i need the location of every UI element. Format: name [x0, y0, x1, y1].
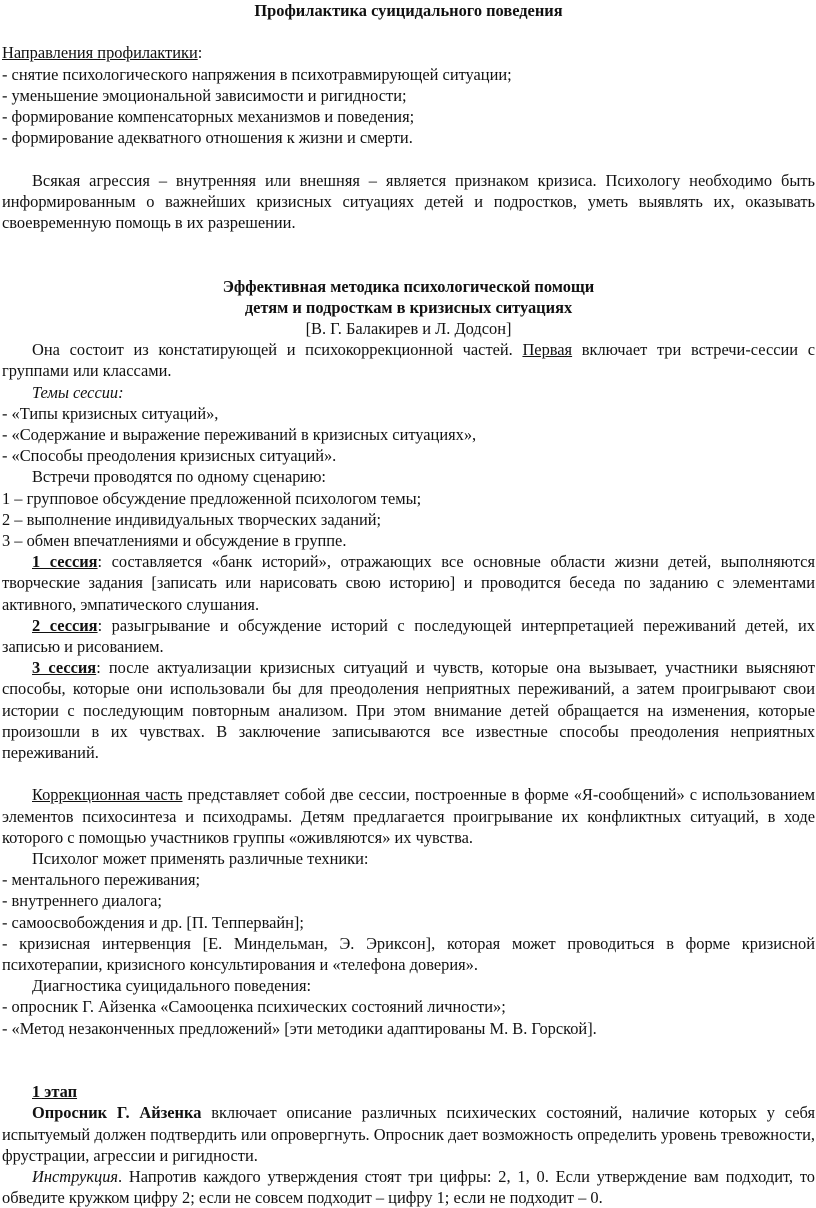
directions-heading: [2, 42, 815, 63]
list-item: - внутреннего диалога;: [2, 891, 162, 911]
list-item: 2 – выполнение индивидуальных творческих заданий;: [2, 509, 382, 529]
list-item: - «Способы преодоления кризисных ситуаций».: [2, 446, 337, 466]
method-authors: [В. Г. Балакирев и Л. Додсон]: [305, 318, 512, 338]
list-item: - самоосвобождения и др. [П. Теппервайн];: [2, 912, 304, 932]
instruction-text: . Напротив каждого утверждения стоят три цифры: 2, 1, 0. Если утверждение вам подходит, то обведите кружком цифру 2; если не совсем подходит – цифру 1; если не подходит – 0.: [2, 1167, 815, 1208]
directions-heading-colon: :: [197, 43, 203, 63]
diagnostics-intro: Диагностика суицидального поведения:: [32, 976, 312, 996]
spacer: [2, 763, 815, 784]
instruction-paragraph: [2, 1166, 815, 1208]
aggression-paragraph: Всякая агрессия – внутренняя или внешняя – является признаком кризиса. Психологу необходимо быть информированным о важнейших кризисных ситуациях детей и подростков, уметь выявлять их, оказывать своевременную помощь в их разрешении.: [2, 170, 815, 232]
instruction-label: Инструкция: [32, 1167, 119, 1187]
spacer: [2, 1039, 815, 1060]
list-item: 1 – групповое обсуждение предложенной психологом темы;: [2, 488, 422, 508]
questionnaire-name: Опросник Г. Айзенка: [32, 1103, 202, 1123]
method-intro-after: включает три встречи-сессии с группами или классами.: [2, 340, 815, 381]
spacer: [2, 21, 815, 42]
spacer: [2, 148, 815, 169]
session-label: 2 сессия: [32, 615, 98, 635]
list-item: - кризисная интервенция [Е. Миндельман, Э. Эриксон], которая может проводиться в форме кризисной психотерапии, кризисного консультирования и «телефона доверия».: [2, 933, 815, 975]
session-text: : разыгрывание и обсуждение историй с последующей интерпретацией переживаний детей, их записью и рисованием.: [2, 615, 815, 657]
topics-label: Темы сессии:: [32, 382, 124, 402]
session-label: 1 сессия: [32, 552, 98, 572]
spacer: [2, 254, 815, 275]
questionnaire-paragraph: [2, 1102, 815, 1166]
questionnaire-text: включает описание различных психических состояний, наличие которых у себя испытуемый должен подтвердить или опровергнуть. Опросник дает возможность определить уровень тревожности, фрустрации, агрессии и ригидности.: [2, 1103, 815, 1165]
correction-text: представляет собой две сессии, построенные в форме «Я-сообщений» с использованием элементов психосинтеза и психодрамы. Детям предлагается проигрывание их конфликтных ситуаций, в ходе которого с помощью участников группы «оживляются» их чувства.: [2, 785, 815, 847]
list-item: - опросник Г. Айзенка «Самооценка психических состояний личности»;: [2, 997, 506, 1017]
list-item: - ментального переживания;: [2, 870, 201, 890]
correction-paragraph: [2, 784, 815, 848]
page-title: Профилактика суицидального поведения: [254, 1, 563, 20]
correction-label: Коррекционная часть: [32, 785, 183, 805]
list-item: - формирование компенсаторных механизмов и поведения;: [2, 107, 415, 126]
list-item: - уменьшение эмоциональной зависимости и ригидности;: [2, 85, 407, 105]
method-title-line1: Эффективная методика психологической помощи: [222, 276, 595, 296]
list-item: - снятие психологического напряжения в психотравмирующей ситуации;: [2, 64, 512, 84]
list-item: - «Типы кризисных ситуаций»,: [2, 403, 219, 423]
techniques-intro: Психолог может применять различные техники:: [32, 849, 369, 869]
method-title-line2: детям и подросткам в кризисных ситуациях: [244, 297, 573, 317]
session-3: [2, 657, 815, 763]
session-2: [2, 615, 815, 657]
spacer: [2, 233, 815, 254]
session-text: : после актуализации кризисных ситуаций и чувств, которые она вызывает, участники выясняют способы, которые они использовали бы для преодоления неприятных переживаний, а затем проигрывают свои истории с последующим повторным анализом. При этом внимание детей обращается на изменения, которые произошли в их чувствах. В заключение записываются все известные способы преодоления неприятных переживаний.: [2, 658, 816, 763]
session-label: 3 сессия: [32, 658, 97, 678]
session-text: : составляется «банк историй», отражающих все основные области жизни детей, выполняются творческие задания [записать или нарисовать свою историю] и проводится беседа по заданию с элементами активного, эмпатического слушания.: [2, 552, 815, 614]
session-1: [2, 551, 815, 615]
method-intro-before: Она состоит из констатирующей и психокоррекционной частей.: [32, 340, 523, 360]
list-item: - «Метод незаконченных предложений» [эти методики адаптированы М. В. Горской].: [2, 1018, 597, 1038]
list-item: 3 – обмен впечатлениями и обсуждение в группе.: [2, 531, 347, 551]
method-intro: [2, 339, 815, 381]
directions-heading-text: Направления профилактики: [2, 43, 198, 63]
spacer: [2, 1060, 815, 1081]
list-item: - «Содержание и выражение переживаний в кризисных ситуациях»,: [2, 425, 477, 444]
method-intro-underlined: Первая: [522, 340, 573, 360]
scenario-intro: Встречи проводятся по одному сценарию:: [32, 467, 326, 487]
list-item: - формирование адекватного отношения к жизни и смерти.: [2, 128, 413, 148]
stage-heading: 1 этап: [32, 1082, 78, 1102]
